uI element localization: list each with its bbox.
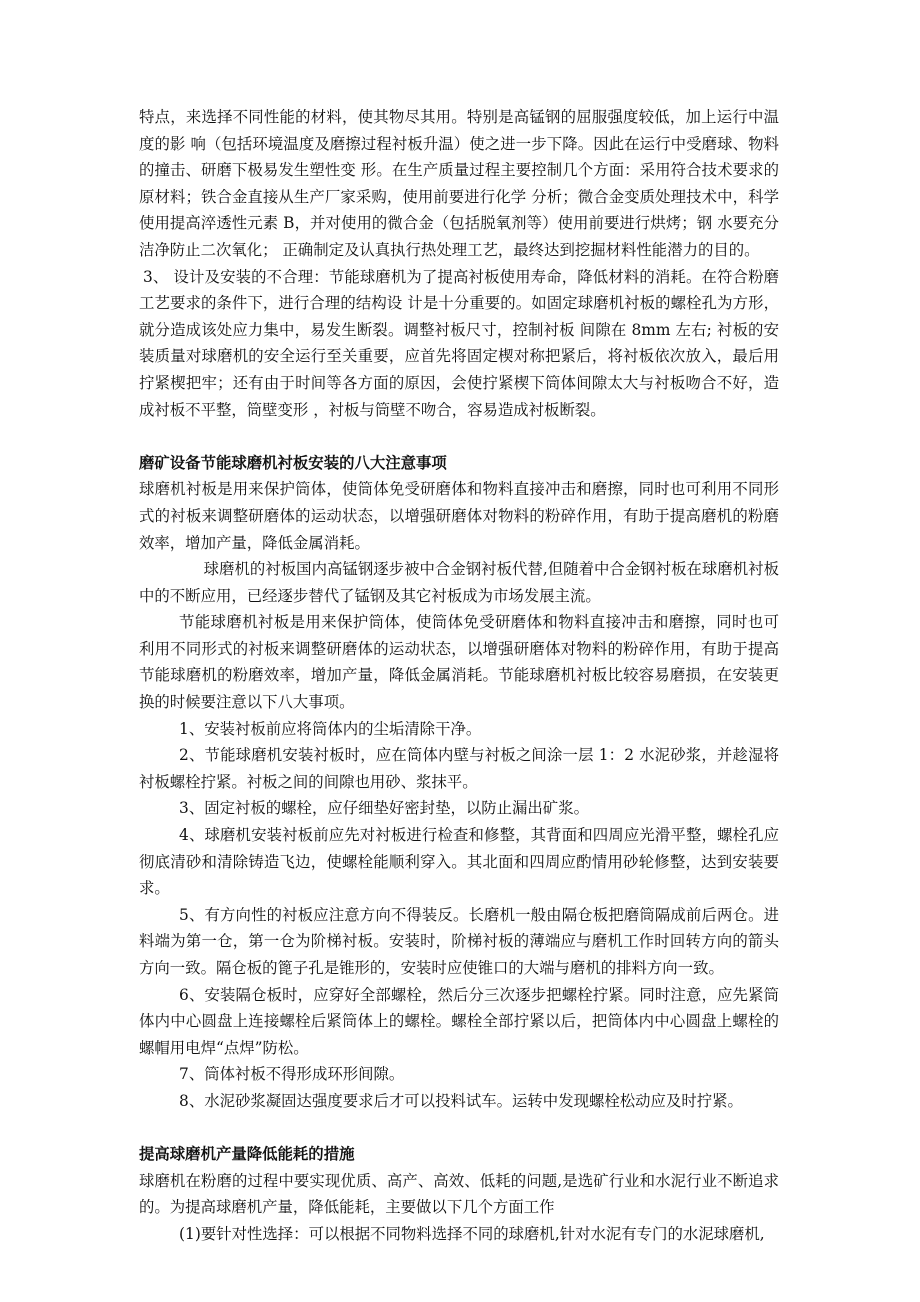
paragraph-material-control: 特点，来选择不同性能的材料，使其物尽其用。特别是高锰钢的屈服强度较低，加上运行中温度的影 响（包括环境温度及磨擦过程衬板升温）使之进一步下降。因此在运行中受磨球、物料的撞击、研磨下极易发生塑性变 形。在生产质量过程主要控制几个方面：采用符合技术要求的原材料；铁合金直接从生产厂家采购，使用前要进行化学 分析；微合金变质处理技术中，科学使用提高淬透性元素 B，并对使用的微合金（包括脱氧剂等）使用前要进行烘烤；钢 水要充分洁净防止二次氧化； 正确制定及认真执行热处理工艺，最终达到挖掘材料性能潜力的目的。 [139, 108, 779, 259]
paragraph-liner-material-trend: 球磨机的衬板国内高锰钢逐步被中合金钢衬板代替,但随着中合金钢衬板在球磨机衬板中的不断应用，已经逐步替代了锰钢及其它衬板成为市场发展主流。 [139, 560, 779, 605]
list-item-5: 5、有方向性的衬板应注意方向不得装反。长磨机一般由隔仓板把磨筒隔成前后两仓。进料端为第一仓，第一仓为阶梯衬板。安装时，阶梯衬板的薄端应与磨机工作时回转方向的箭头方向一致。隔仓板的篦子孔是锥形的，安装时应使锥口的大端与磨机的排料方向一致。 [139, 905, 779, 977]
list-item-4: 4、球磨机安装衬板前应先对衬板进行检查和修整，其背面和四周应光滑平整，螺栓孔应彻底清砂和清除铸造飞边，使螺栓能顺利穿入。其北面和四周应酌情用砂轮修整，达到安装要求。 [139, 826, 779, 898]
spacer [139, 1115, 779, 1142]
paragraph-targeted-selection: (1)要针对性选择：可以根据不同物料选择不同的球磨机,针对水泥有专门的水泥球磨机, [179, 1224, 765, 1243]
paragraph-liner-purpose: 球磨机衬板是用来保护筒体，使筒体免受研磨体和物料直接冲击和磨擦，同时也可利用不同形式的衬板来调整研磨体的运动状态，以增强研磨体对物料的粉碎作用，有助于提高磨机的粉磨效率，增加产量，降低金属消耗。 [139, 480, 779, 552]
list-item-8: 8、水泥砂浆凝固达强度要求后才可以投料试车。运转中发现螺栓松动应及时拧紧。 [179, 1091, 743, 1110]
paragraph-energy-saving-liner: 节能球磨机衬板是用来保护筒体，使筒体免受研磨体和物料直接冲击和磨擦，同时也可利用不同形式的衬板来调整研磨体的运动状态，以增强研磨体对物料的粉碎作用，有助于提高节能球磨机的粉磨效率，增加产量，降低金属消耗。节能球磨机衬板比较容易磨损，在安装更换的时候要注意以下八大事项。 [139, 613, 779, 712]
section-heading-liner-installation: 磨矿设备节能球磨机衬板安装的八大注意事项 [139, 453, 447, 472]
spacer [139, 423, 779, 450]
section-heading-output-measures: 提高球磨机产量降低能耗的措施 [139, 1145, 355, 1164]
list-item-6: 6、安装隔仓板时，应穿好全部螺栓，然后分三次逐步把螺栓拧紧。同时注意，应先紧筒体内中心圆盘上连接螺栓后紧筒体上的螺栓。螺栓全部拧紧以后，把筒体内中心圆盘上螺栓的螺帽用电焊“点焊”防松。 [139, 985, 779, 1057]
list-item-1: 1、安装衬板前应将筒体内的尘垢清除干净。 [179, 719, 482, 738]
paragraph-output-intro: 球磨机在粉磨的过程中要实现优质、高产、高效、低耗的问题,是选矿行业和水泥行业不断追求的。为提高球磨机产量，降低能耗，主要做以下几个方面工作 [139, 1171, 779, 1217]
list-item-3: 3、固定衬板的螺栓，应仔细垫好密封垫，以防止漏出矿浆。 [179, 799, 589, 818]
document-body [139, 104, 779, 1248]
paragraph-design-installation: 3、 设计及安装的不合理：节能球磨机为了提高衬板使用寿命，降低材料的消耗。在符合粉磨工艺要求的条件下，进行合理的结构设 计是十分重要的。如固定球磨机衬板的螺栓孔为方形，就分造成该处应力集中，易发生断裂。调整衬板尺寸，控制衬板 间隙在 8mm 左右; 衬板的安装质量对球磨机的安全运行至关重要，应首先将固定楔对称把紧后，将衬板依次放入，最后用 拧紧楔把牢；还有由于时间等各方面的原因，会使拧紧楔下筒体间隙太大与衬板吻合不好，造成衬板不平整，筒壁变形 ，衬板与筒壁不吻合，容易造成衬板断裂。 [139, 267, 779, 419]
list-item-2: 2、节能球磨机安装衬板时，应在筒体内壁与衬板之间涂一层 1：2 水泥砂浆，并趁湿将衬板螺栓拧紧。衬板之间的间隙也用砂、浆抹平。 [139, 746, 779, 791]
list-item-7: 7、筒体衬板不得形成环形间隙。 [179, 1065, 405, 1084]
